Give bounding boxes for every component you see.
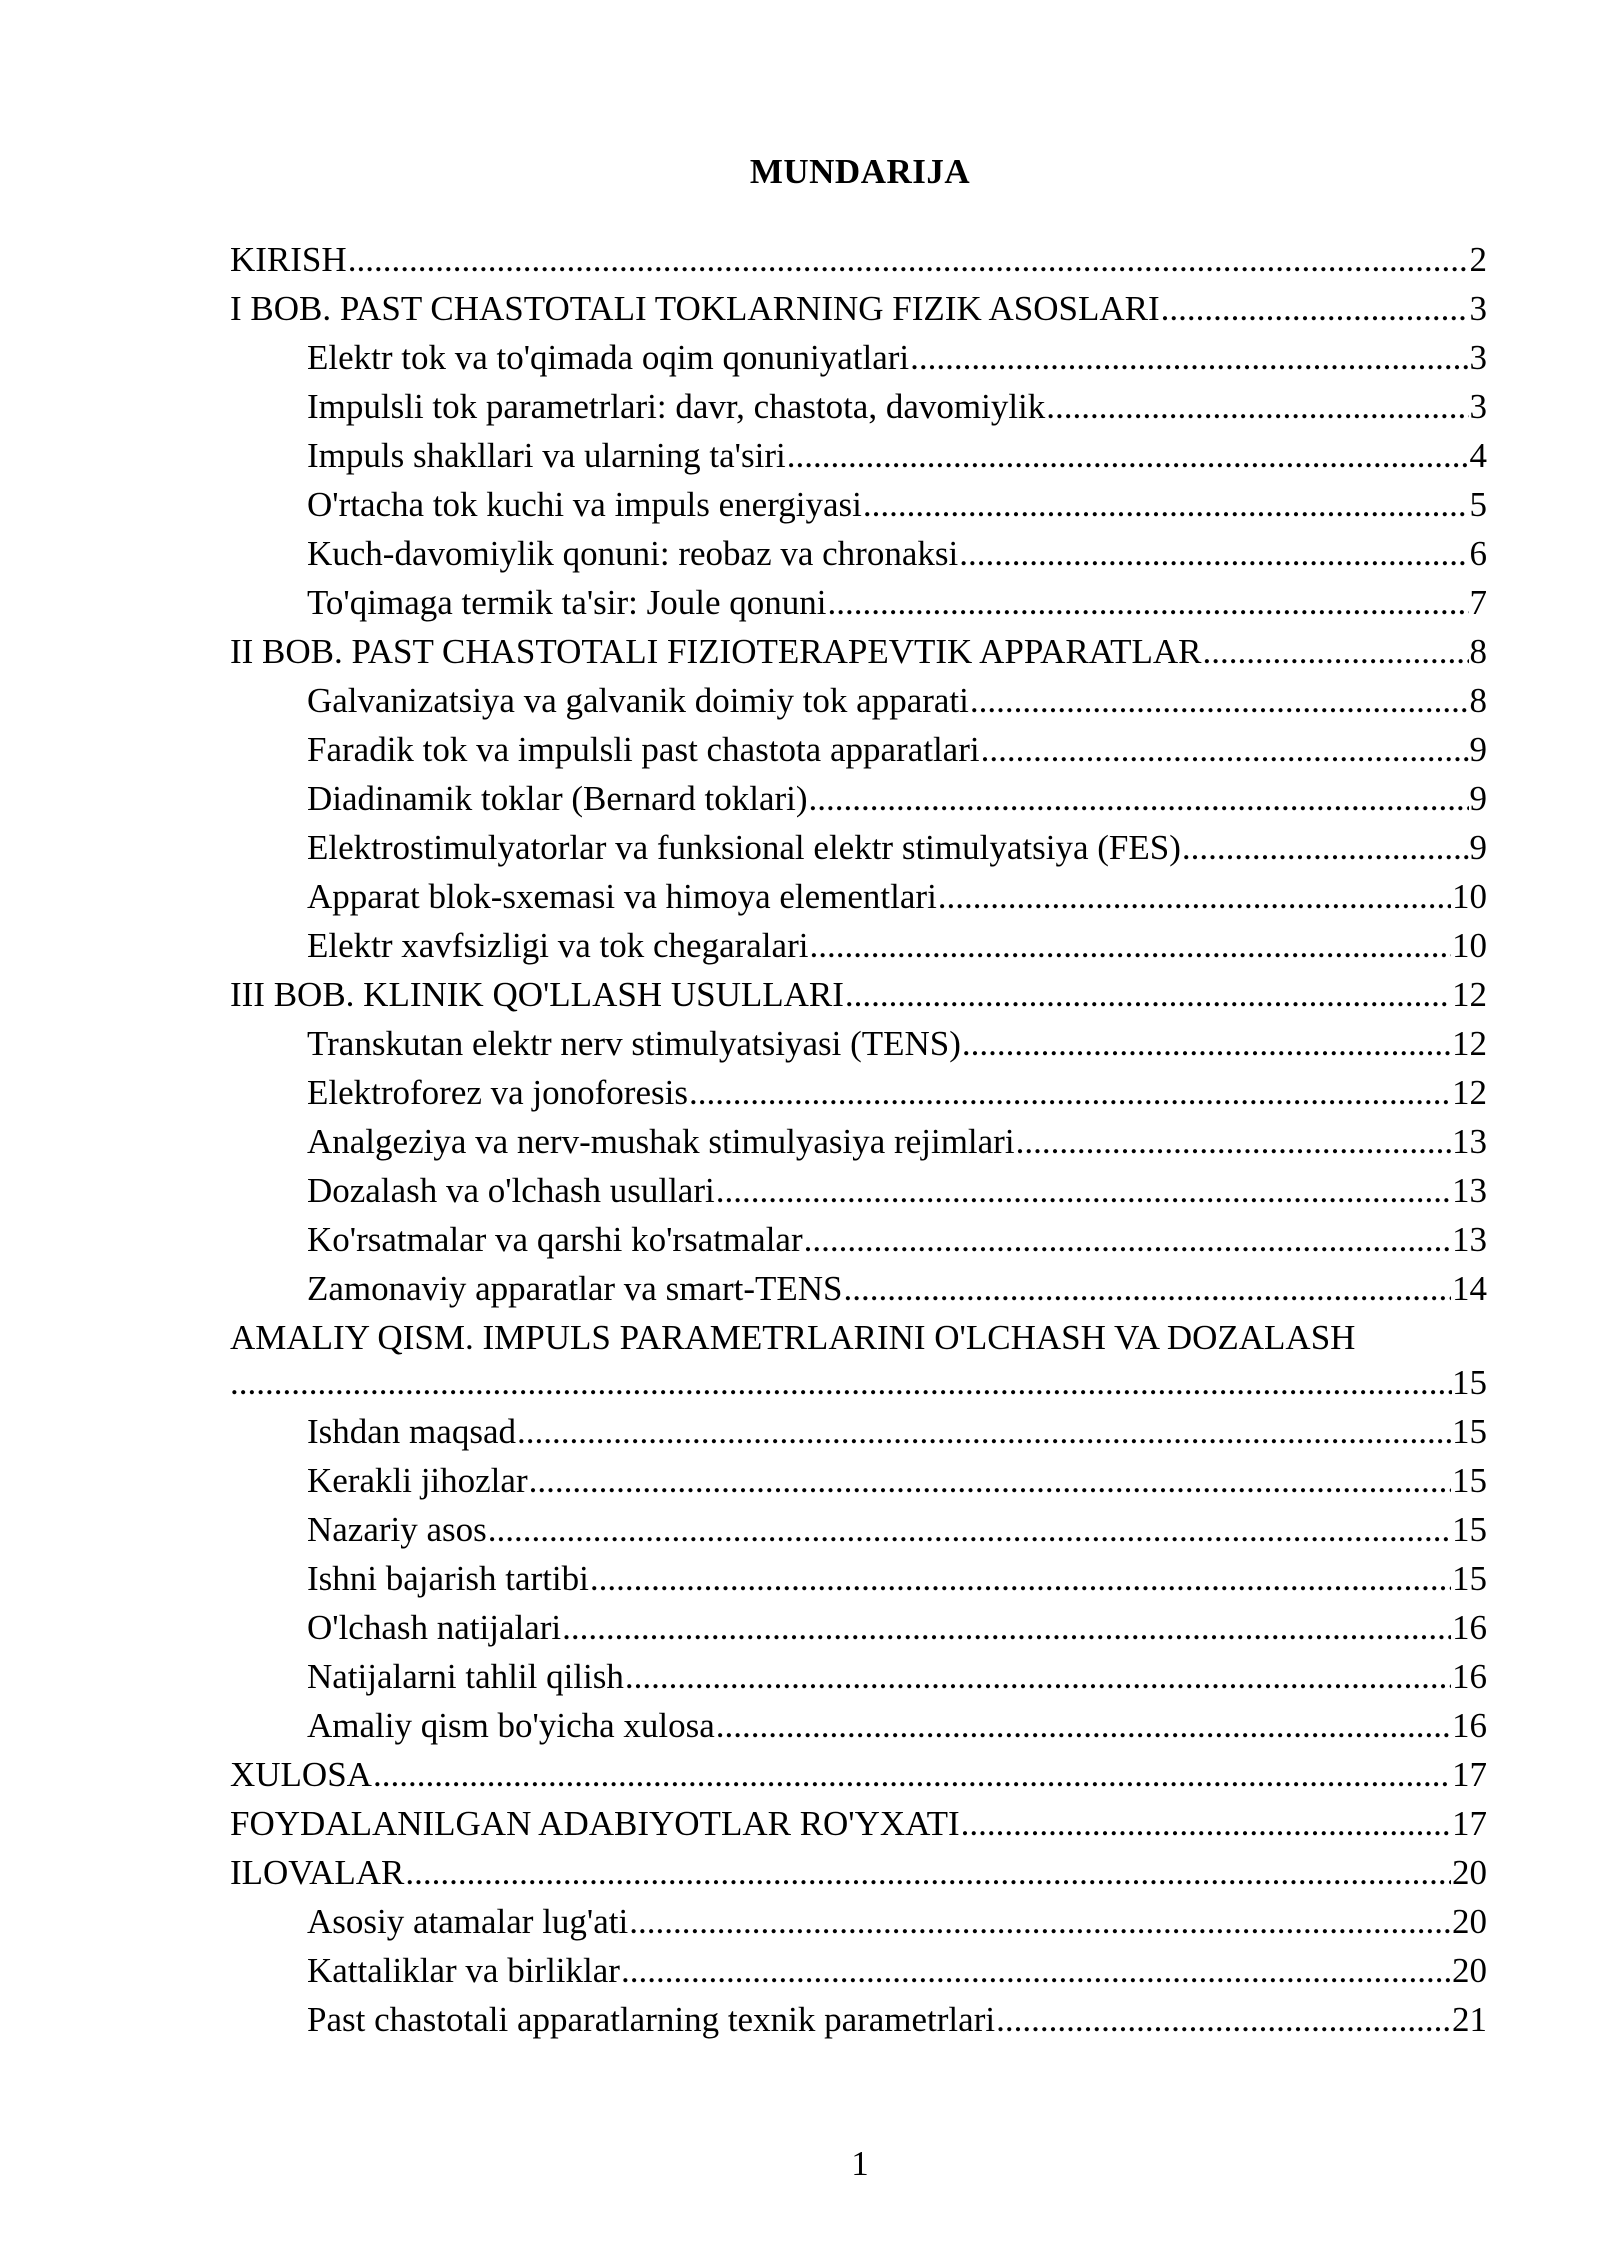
toc-subentry[interactable]: [230, 1701, 1487, 1750]
toc-subentry[interactable]: [230, 333, 1487, 382]
toc-entry-label: Elektr xavfsizligi va tok chegaralari: [307, 926, 809, 965]
toc-entry[interactable]: [230, 1750, 1487, 1799]
toc-entry-label: Faradik tok va impulsli past chastota apparatlari: [307, 730, 980, 769]
toc-entry-label: Natijalarni tahlil qilish: [307, 1657, 624, 1696]
toc-entry-page: 8: [1469, 681, 1487, 720]
page-title: MUNDARIJA: [749, 152, 971, 191]
toc-entry-label: Ko'rsatmalar va qarshi ko'rsatmalar: [307, 1220, 803, 1259]
toc-entry-page: 15: [1452, 1559, 1487, 1598]
toc-entry-page: 5: [1469, 485, 1487, 524]
toc-leader-dots: [629, 1897, 1451, 1946]
toc-subentry[interactable]: [230, 676, 1487, 725]
toc-leader-dots: [938, 872, 1451, 921]
toc-entry-label: Analgeziya va nerv-mushak stimulyasiya rejimlari: [307, 1122, 1015, 1161]
toc-entry-page: 20: [1452, 1853, 1487, 1892]
toc-entry-label: Amaliy qism bo'yicha xulosa: [307, 1706, 715, 1745]
toc-leader-dots: [689, 1068, 1451, 1117]
toc-entry-label: Ishni bajarish tartibi: [307, 1559, 589, 1598]
toc-subentry[interactable]: [230, 1166, 1487, 1215]
toc-entry[interactable]: [230, 627, 1487, 676]
toc-entry-page: 13: [1452, 1220, 1487, 1259]
toc-leader-dots: [981, 725, 1469, 774]
toc-subentry[interactable]: [230, 872, 1487, 921]
toc-entry-label: XULOSA: [230, 1755, 372, 1794]
page-number: 1: [851, 2144, 869, 2183]
toc-entry-page: 2: [1469, 240, 1487, 279]
toc-entry-page: 12: [1452, 975, 1487, 1014]
toc-leader-dots: [1203, 627, 1469, 676]
toc-entry-page: 14: [1452, 1269, 1487, 1308]
toc-subentry[interactable]: [230, 921, 1487, 970]
toc-subentry[interactable]: [230, 1995, 1487, 2044]
toc-entry-page: 15: [1452, 1412, 1487, 1451]
toc-entry-page: 9: [1469, 730, 1487, 769]
toc-entry-label: Kerakli jihozlar: [307, 1461, 528, 1500]
toc-leader-dots: [348, 235, 1469, 284]
toc-subentry[interactable]: [230, 1505, 1487, 1554]
toc-leader-dots: [716, 1166, 1451, 1215]
toc-entry[interactable]: [230, 1799, 1487, 1848]
toc-leader-dots: [716, 1701, 1451, 1750]
toc-entry[interactable]: [230, 235, 1487, 284]
toc-entry-page: 4: [1469, 436, 1487, 475]
toc-entry-page: 16: [1452, 1608, 1487, 1647]
toc-leader-dots: [1046, 382, 1468, 431]
toc-entry-label: Elektroforez va jonoforesis: [307, 1073, 688, 1112]
toc-entry-page: 16: [1452, 1657, 1487, 1696]
toc-entry-label: KIRISH: [230, 240, 347, 279]
toc-entry-label: Nazariy asos: [307, 1510, 487, 1549]
toc-subentry[interactable]: [230, 529, 1487, 578]
toc-entry-label: To'qimaga termik ta'sir: Joule qonuni: [307, 583, 827, 622]
toc-subentry[interactable]: [230, 1554, 1487, 1603]
toc-entry-label: I BOB. PAST CHASTOTALI TOKLARNING FIZIK ASOSLARI: [230, 289, 1160, 328]
toc-entry-label: Kattaliklar va birliklar: [307, 1951, 620, 1990]
toc-leader-dots: [863, 480, 1469, 529]
toc-entry-label: ILOVALAR: [230, 1853, 405, 1892]
toc-leader-dots: [787, 431, 1469, 480]
toc-subentry[interactable]: [230, 382, 1487, 431]
toc-subentry[interactable]: [230, 1264, 1487, 1313]
toc-leader-dots: [828, 578, 1469, 627]
toc-subentry[interactable]: [230, 1946, 1487, 1995]
toc-entry-page: 16: [1452, 1706, 1487, 1745]
toc-entry-page: 3: [1469, 338, 1487, 377]
toc-entry-label: Zamonaviy apparatlar va smart-TENS: [307, 1269, 843, 1308]
toc-leader-dots: [1016, 1117, 1451, 1166]
toc-entry-label: Elektrostimulyatorlar va funksional elektr stimulyatsiya (FES): [307, 828, 1181, 867]
toc-subentry[interactable]: [230, 480, 1487, 529]
toc-entry-label: Diadinamik toklar (Bernard toklari): [307, 779, 808, 818]
toc-leader-dots: [230, 1358, 1452, 1407]
toc-subentry[interactable]: [230, 774, 1487, 823]
toc-leader-dots: [373, 1750, 1451, 1799]
toc-leader-dots: [590, 1554, 1451, 1603]
toc-entry-label: Ishdan maqsad: [307, 1412, 516, 1451]
toc-entry-page: 3: [1469, 387, 1487, 426]
toc-leader-dots: [621, 1946, 1451, 1995]
toc-leader-dots: [1182, 823, 1469, 872]
toc-leader-dots: [962, 1019, 1451, 1068]
toc-entry-label: Impuls shakllari va ularning ta'siri: [307, 436, 786, 475]
toc-subentry[interactable]: [230, 823, 1487, 872]
toc-subentry[interactable]: [230, 725, 1487, 774]
toc-subentry[interactable]: [230, 1117, 1487, 1166]
toc-subentry[interactable]: [230, 1897, 1487, 1946]
toc-leader-dots: [529, 1456, 1451, 1505]
toc-entry-page: 8: [1469, 632, 1487, 671]
toc-subentry[interactable]: [230, 431, 1487, 480]
toc-entry-page: 12: [1452, 1024, 1487, 1063]
toc-entry-page: 17: [1452, 1804, 1487, 1843]
toc-leader-dots: [405, 1848, 1451, 1897]
toc-subentry[interactable]: [230, 1215, 1487, 1264]
toc-leader-dots: [1161, 284, 1469, 333]
toc-entry-page: 21: [1452, 2000, 1487, 2039]
toc-entry-page: 20: [1452, 1951, 1487, 1990]
toc-entry-page: 13: [1452, 1122, 1487, 1161]
toc-entry-page: 15: [1452, 1461, 1487, 1500]
toc-entry-label: III BOB. KLINIK QO'LLASH USULLARI: [230, 975, 844, 1014]
toc-entry-label: II BOB. PAST CHASTOTALI FIZIOTERAPEVTIK APPARATLAR: [230, 632, 1202, 671]
toc-leader-dots: [996, 1995, 1451, 2044]
toc-leader-dots: [961, 1799, 1451, 1848]
toc-entry-page: 7: [1469, 583, 1487, 622]
toc-entry-label: Elektr tok va to'qimada oqim qonuniyatlari: [307, 338, 910, 377]
toc-leader-dots: [804, 1215, 1451, 1264]
toc-leader-dots: [488, 1505, 1451, 1554]
toc-entry-label: Galvanizatsiya va galvanik doimiy tok apparati: [307, 681, 969, 720]
toc-leader-dots: [517, 1407, 1451, 1456]
toc-subentry[interactable]: [230, 1652, 1487, 1701]
toc-entry-label: O'rtacha tok kuchi va impuls energiyasi: [307, 485, 862, 524]
toc-entry-label: Kuch-davomiylik qonuni: reobaz va chronaksi: [307, 534, 959, 573]
toc-entry-page: 9: [1469, 779, 1487, 818]
toc-entry-page: 6: [1469, 534, 1487, 573]
toc-entry-page: 17: [1452, 1755, 1487, 1794]
toc-leader-dots: [959, 529, 1468, 578]
toc-entry-label: FOYDALANILGAN ADABIYOTLAR RO'YXATI: [230, 1804, 960, 1843]
toc-leader-dots: [625, 1652, 1451, 1701]
toc-leader-dots: [845, 970, 1451, 1019]
toc-entry-label: AMALIY QISM. IMPULS PARAMETRLARINI O'LCHASH VA DOZALASH: [230, 1318, 1356, 1357]
toc-leader-dots: [562, 1603, 1451, 1652]
toc-entry-page: 13: [1452, 1171, 1487, 1210]
toc-subentry[interactable]: [230, 1068, 1487, 1117]
toc-entry-label: Past chastotali apparatlarning texnik parametrlari: [307, 2000, 996, 2039]
table-of-contents: [230, 235, 1487, 2044]
toc-leader-dots: [844, 1264, 1452, 1313]
toc-entry-label: Asosiy atamalar lug'ati: [307, 1902, 629, 1941]
toc-subentry[interactable]: [230, 1019, 1487, 1068]
toc-entry-page: 3: [1469, 289, 1487, 328]
toc-leader-dots: [970, 676, 1469, 725]
toc-leader-dots: [809, 921, 1451, 970]
toc-entry[interactable]: [230, 970, 1487, 1019]
toc-subentry[interactable]: [230, 1603, 1487, 1652]
toc-leader-dots: [809, 774, 1469, 823]
toc-entry-label: Dozalash va o'lchash usullari: [307, 1171, 715, 1210]
toc-leader-dots: [910, 333, 1468, 382]
toc-entry-page: 12: [1452, 1073, 1487, 1112]
toc-subentry[interactable]: [230, 578, 1487, 627]
toc-subentry[interactable]: [230, 1456, 1487, 1505]
toc-entry[interactable]: [230, 1313, 1487, 1407]
toc-entry-page: 10: [1452, 926, 1487, 965]
toc-entry-page: 15: [1452, 1510, 1487, 1549]
toc-entry-page: 15: [1452, 1363, 1487, 1402]
toc-entry-page: 10: [1452, 877, 1487, 916]
toc-entry[interactable]: [230, 284, 1487, 333]
toc-entry-label: Apparat blok-sxemasi va himoya elementlari: [307, 877, 937, 916]
toc-entry-page: 20: [1452, 1902, 1487, 1941]
toc-entry-label: Impulsli tok parametrlari: davr, chastota, davomiylik: [307, 387, 1046, 426]
toc-entry[interactable]: [230, 1848, 1487, 1897]
toc-entry-label: O'lchash natijalari: [307, 1608, 562, 1647]
toc-subentry[interactable]: [230, 1407, 1487, 1456]
toc-entry-label: Transkutan elektr nerv stimulyatsiyasi (TENS): [307, 1024, 961, 1063]
toc-entry-page: 9: [1469, 828, 1487, 867]
